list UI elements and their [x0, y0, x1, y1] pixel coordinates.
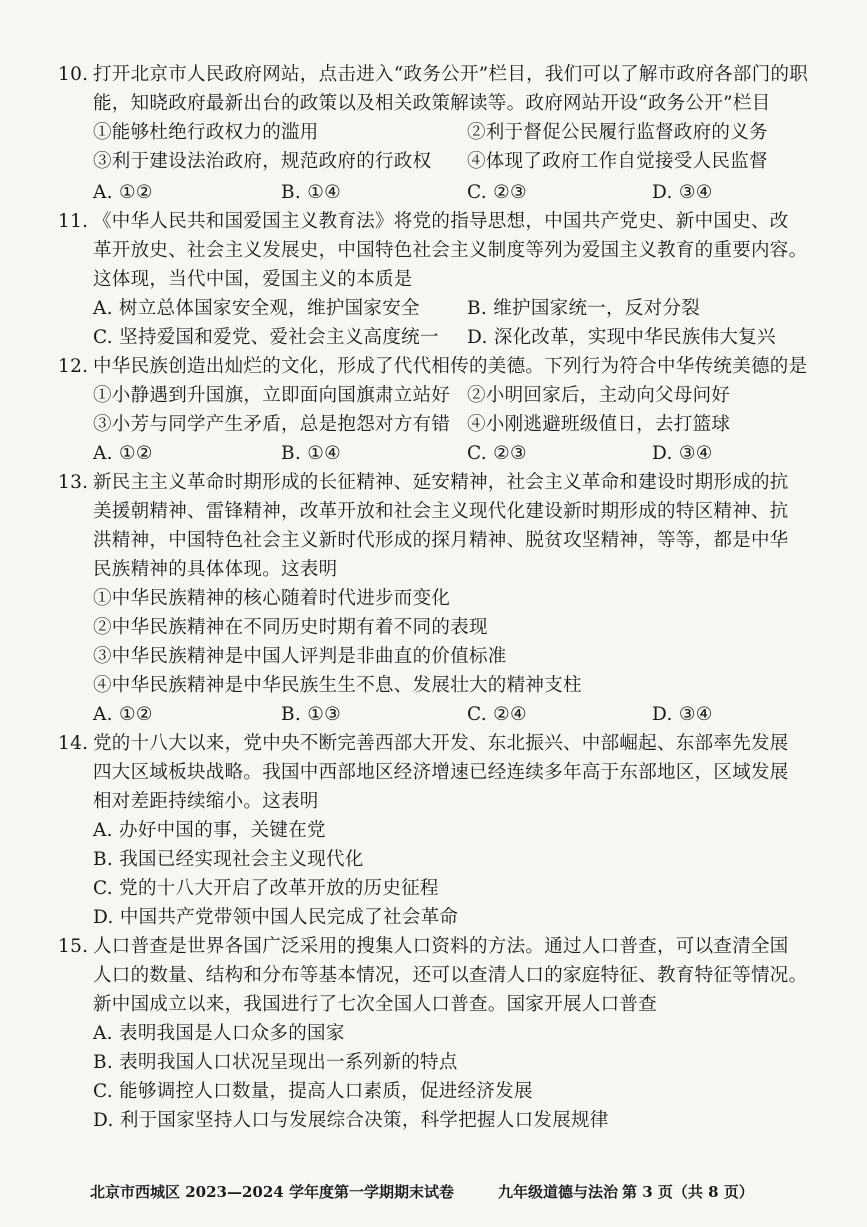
question-stem-line: 人口普查是世界各国广泛采用的搜集人口资料的方法。通过人口普查，可以查清全国	[93, 936, 789, 957]
question-number: 11.	[58, 211, 89, 232]
answer-choice: D. ③④	[652, 443, 713, 464]
question-stem-line: 民族精神的具体体现。这表明	[93, 559, 338, 580]
answer-choice: D. 中国共产党带领中国人民完成了社会革命	[93, 907, 459, 928]
answer-choice: A. ①②	[93, 182, 153, 203]
question-stem-line: 革开放史、社会主义发展史，中国特色社会主义制度等列为爱国主义教育的重要内容。	[93, 240, 808, 261]
answer-choice: B. ①④	[281, 443, 342, 464]
statement-item: ④小刚逃避班级值日，去打篮球	[467, 414, 731, 435]
answer-choice: C. ②③	[467, 443, 527, 464]
question-stem-line: 美援朝精神、雷锋精神，改革开放和社会主义现代化建设新时期形成的特区精神、抗	[93, 501, 789, 522]
question-stem-line: 中华民族创造出灿烂的文化，形成了代代相传的美德。下列行为符合中华传统美德的是	[93, 356, 808, 377]
question-number: 12.	[58, 356, 89, 377]
answer-choice: A. 办好中国的事，关键在党	[93, 820, 326, 841]
answer-choice: C. ②④	[467, 704, 527, 725]
question-stem-line: 能，知晓政府最新出台的政策以及相关政策解读等。政府网站开设“政务公开”栏目	[93, 93, 771, 114]
statement-item: ①小静遇到升国旗，立即面向国旗肃立站好	[93, 385, 451, 406]
question-stem-line: 这体现，当代中国，爱国主义的本质是	[93, 269, 413, 290]
statement-item: ④体现了政府工作自觉接受人民监督	[467, 151, 768, 172]
statement-item: ③中华民族精神是中国人评判是非曲直的价值标准	[93, 646, 507, 667]
question-stem-line: 《中华人民共和国爱国主义教育法》将党的指导思想，中国共产党史、新中国史、改	[93, 211, 789, 232]
question-stem-line: 党的十八大以来，党中央不断完善西部大开发、东北振兴、中部崛起、东部率先发展	[93, 733, 789, 754]
answer-choice: A. ①②	[93, 443, 153, 464]
answer-choice: C. 坚持爱国和爱党、爱社会主义高度统一	[93, 327, 439, 348]
answer-choice: A. ①②	[93, 704, 153, 725]
statement-item: ③利于建设法治政府，规范政府的行政权	[93, 151, 432, 172]
statement-item: ②中华民族精神在不同历史时期有着不同的表现	[93, 617, 488, 638]
statement-item: ③小芳与同学产生矛盾，总是抱怨对方有错	[93, 414, 451, 435]
question-number: 13.	[58, 472, 89, 493]
statement-item: ①能够杜绝行政权力的滥用	[93, 122, 319, 143]
answer-choice: D. 利于国家坚持人口与发展综合决策，科学把握人口发展规律	[93, 1110, 609, 1131]
question-stem-line: 新中国成立以来，我国进行了七次全国人口普查。国家开展人口普查	[93, 994, 658, 1015]
answer-choice: B. 表明我国人口状况呈现出一系列新的特点	[93, 1052, 458, 1073]
answer-choice: C. 能够调控人口数量，提高人口素质，促进经济发展	[93, 1081, 533, 1102]
answer-choice: A. 树立总体国家安全观，维护国家安全	[93, 298, 420, 319]
question-stem-line: 新民主主义革命时期形成的长征精神、延安精神，社会主义革命和建设时期形成的抗	[93, 472, 789, 493]
question-stem-line: 打开北京市人民政府网站，点击进入“政务公开”栏目，我们可以了解市政府各部门的职	[93, 64, 809, 85]
question-stem-line: 四大区域板块战略。我国中西部地区经济增速已经连续多年高于东部地区，区域发展	[93, 762, 789, 783]
answer-choice: B. 维护国家统一，反对分裂	[467, 298, 701, 319]
question-stem-line: 相对差距持续缩小。这表明	[93, 791, 319, 812]
answer-choice: B. 我国已经实现社会主义现代化	[93, 849, 364, 870]
statement-item: ②利于督促公民履行监督政府的义务	[467, 122, 768, 143]
answer-choice: D. ③④	[652, 182, 713, 203]
answer-choice: D. ③④	[652, 704, 713, 725]
statement-item: ②小明回家后，主动向父母问好	[467, 385, 731, 406]
exam-page: 10. 打开北京市人民政府网站，点击进入“政务公开”栏目，我们可以了解市政府各部门的职 能，知晓政府最新出台的政策以及相关政策解读等。政府网站开设“政务公开”栏目 ①能够杜绝行政权力的滥用 ②利于督促公民履行监督政府的义务 ③利于建设法治政府，规范政府的行政权 ④体现了政府工作自觉接受人民监督 A. ①② B. ①④ C. ②③ D. ③④ 11. 《中华人民共和国爱国主义教育法》将党的指导思想，中国共产党史、新中国史、改 革开放史、社会主义发展史，中国特色社会主义制度等列为爱国主义教育的重要内容。 这体现，当代中国，爱国主义的本质是 A. 树立总体国家安全观，维护国家安全 B. 维护国家统一，反对分裂 C. 坚持爱国和爱党、爱社会主义高度统一 D. 深化改革，实现中华民族伟大复兴 12. 中华民族创造出灿烂的文化，形成了代代相传的美德。下列行为符合中华传统美德的是 ①小静遇到升国旗，立即面向国旗肃立站好 ②小明回家后，主动向父母问好 ③小芳与同学产生矛盾，总是抱怨对方有错 ④小刚逃避班级值日，去打篮球 A. ①② B. ①④ C. ②③ D. ③④ 13. 新民主主义革命时期形成的长征精神、延安精神，社会主义革命和建设时期形成的抗 美援朝精神、雷锋精神，改革开放和社会主义现代化建设新时期形成的特区精神、抗 洪精神，中国特色社会主义新时代形成的探月精神、脱贫攻坚精神，等等，都是中华 民族精神的具体体现。这表明 ①中华民族精神的核心随着时代进步而变化 ②中华民族精神在不同历史时期有着不同的表现 ③中华民族精神是中国人评判是非曲直的价值标准 ④中华民族精神是中华民族生生不息、发展壮大的精神支柱 A. ①② B. ①③ C. ②④ D. ③④ 14. 党的十八大以来，党中央不断完善西部大开发、东北振兴、中部崛起、东部率先发展 四大区域板块战略。我国中西部地区经济增速已经连续多年高于东部地区，区域发展 相对差距持续缩小。这表明 A. 办好中国的事，关键在党 B. 我国已经实现社会主义现代化 C. 党的十八大开启了改革开放的历史征程 D. 中国共产党带领中国人民完成了社会革命 15. 人口普查是世界各国广泛采用的搜集人口资料的方法。通过人口普查，可以查清全国 人口的数量、结构和分布等基本情况，还可以查清人口的家庭特征、教育特征等情况。 新中国成立以来，我国进行了七次全国人口普查。国家开展人口普查 A. 表明我国是人口众多的国家 B. 表明我国人口状况呈现出一系列新的特点 C. 能够调控人口数量，提高人口素质，促进经济发展 D. 利于国家坚持人口与发展综合决策，科学把握人口发展规律 北京市西城区 2023—2024 学年度第一学期期末试卷 九年级道德与法治 第 3 页（共 8 页）	[0, 0, 867, 1227]
statement-item: ①中华民族精神的核心随着时代进步而变化	[93, 588, 451, 609]
question-stem-line: 人口的数量、结构和分布等基本情况，还可以查清人口的家庭特征、教育特征等情况。	[93, 965, 808, 986]
question-number: 14.	[58, 733, 89, 754]
question-stem-line: 洪精神，中国特色社会主义新时代形成的探月精神、脱贫攻坚精神，等等，都是中华	[93, 530, 789, 551]
answer-choice: B. ①③	[281, 704, 342, 725]
answer-choice: C. ②③	[467, 182, 527, 203]
statement-item: ④中华民族精神是中华民族生生不息、发展壮大的精神支柱	[93, 675, 582, 696]
question-number: 15.	[58, 936, 89, 957]
answer-choice: A. 表明我国是人口众多的国家	[93, 1023, 345, 1044]
exam-title: 北京市西城区 2023—2024 学年度第一学期期末试卷	[90, 1183, 454, 1201]
answer-choice: B. ①④	[281, 182, 342, 203]
subject-label: 九年级道德与法治	[498, 1183, 619, 1201]
answer-choice: D. 深化改革，实现中华民族伟大复兴	[467, 327, 776, 348]
answer-choice: C. 党的十八大开启了改革开放的历史征程	[93, 878, 439, 899]
page-number: 第 3 页（共 8 页）	[622, 1183, 754, 1201]
